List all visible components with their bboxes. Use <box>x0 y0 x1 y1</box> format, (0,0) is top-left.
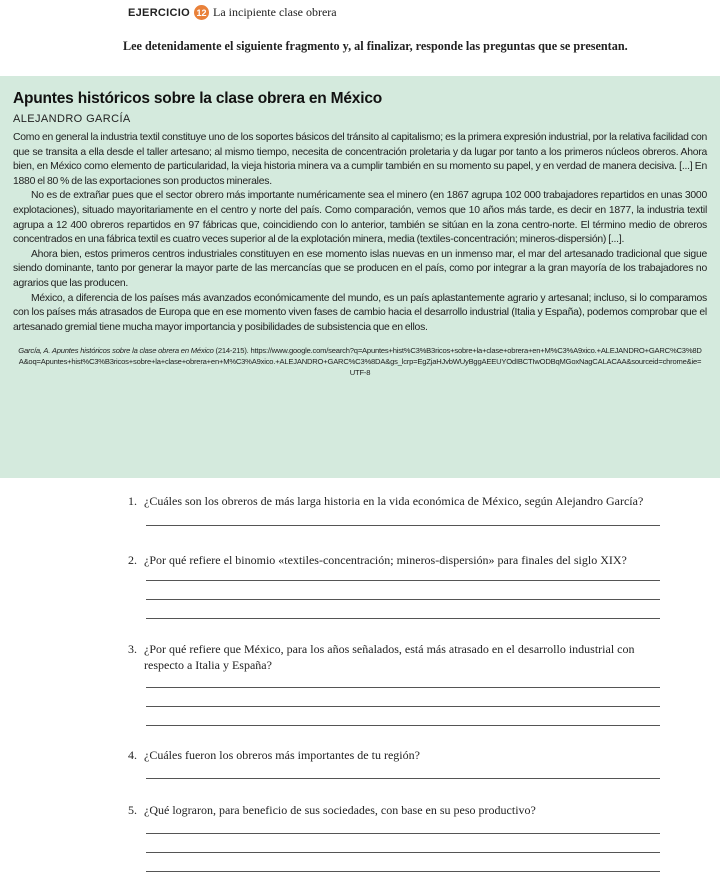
question-number: 4. <box>128 748 144 764</box>
answer-line[interactable] <box>146 580 660 581</box>
answer-line[interactable] <box>146 687 660 688</box>
question-text: ¿Por qué refiere el binomio «textiles-concentración; mineros-dispersión» para finales del siglo XIX? <box>144 553 627 569</box>
answer-line[interactable] <box>146 852 660 853</box>
reading-paragraph: Como en general la industria textil constituye uno de los soportes básicos del tránsito al capitalismo; es la primera expresión industrial, por la relativa facilidad con que se transita a ella desde el taller artesano; al mismo tiempo, necesita de concentración proletaria y da lugar por tanto a los primeros núcleos obreros. Ahora bien, en México como elemento de particularidad, la vieja historia minera va a cumplir también en su momento su papel, y en verdad de manera decisiva. [...] En 1880 el 80 % de las exportaciones son productos minerales. <box>13 131 707 189</box>
question-item <box>128 803 660 872</box>
question-text: ¿Qué lograron, para beneficio de sus sociedades, con base en su peso productivo? <box>144 803 536 819</box>
reading-paragraph: México, a diferencia de los países más avanzados económicamente del mundo, es un país aplastantemente agrario y artesanal; incluso, si lo comparamos con los países más atrasados de Europa que en ese momento viven fases de cambio hacia el desarrollo industrial (Italia y España), podemos comprobar que el artesanado gremial tiene mucha mayor importancia y posibilidades de subsistencia que en ellos. <box>13 292 707 336</box>
questions-list <box>128 494 660 872</box>
reading-author: ALEJANDRO GARCÍA <box>13 113 707 125</box>
question-item <box>128 748 660 779</box>
question-number: 3. <box>128 642 144 673</box>
reading-paragraph: No es de extrañar pues que el sector obrero más importante numéricamente sea el minero (en 1867 agrupa 102 000 trabajadores repartidos en unas 3000 explotaciones), situado mayoritariamente en el centro y norte del país. Como comparación, vemos que 10 años más tarde, es decir en 1877, la industria textil agrupa a 12 400 obreros repartidos en 97 fábricas que, coincidiendo con lo anterior, también se sitúan en la zona centro-norte. El término medio de obreros concentrados en una fábrica textil es cuatro veces superior al de la explotación minera, media (textiles-concentración; mineros-dispersión) [...]. <box>13 189 707 247</box>
instruction-text: Lee detenidamente el siguiente fragmento y, al finalizar, responde las preguntas que se presentan. <box>123 39 703 54</box>
exercise-title: La incipiente clase obrera <box>213 5 337 20</box>
question-number: 1. <box>128 494 144 510</box>
answer-line[interactable] <box>146 725 660 726</box>
reading-paragraph: Ahora bien, estos primeros centros industriales constituyen en ese momento islas nuevas en un inmenso mar, el mar del artesanado tradicional que sigue siendo dominante, tanto por generar la mayor parte de las mercancías que se producen en el país, como por integrar a la gran mayoría de los trabajadores no agrarios que las producen. <box>13 248 707 292</box>
citation-source: García, A. Apuntes históricos sobre la clase obrera en México <box>18 346 213 355</box>
reading-title: Apuntes históricos sobre la clase obrera en México <box>13 90 707 108</box>
exercise-number-badge: 12 <box>194 5 209 20</box>
exercise-header <box>128 5 337 20</box>
question-number: 2. <box>128 553 144 569</box>
question-item <box>128 553 660 620</box>
citation-url: (214-215). https://www.google.com/search?q=Apuntes+hist%C3%B3ricos+sobre+la+clase+obrera+en+M%C3%A9xico.+ALEJANDRO+GARC%C3%8DA&oq=Apuntes+hist%C3%B3ricos+sobre+la+clase+obrera+en+M%C3%A9xico.+ALEJANDRO+GARC%C3%8DA&gs_lcrp=EgZjaHJvbWUyBggAEEUYOdIBCTIwODBqMGoxNagCALACAA&sourceid=chrome&ie=UTF-8 <box>19 346 702 377</box>
question-text: ¿Por qué refiere que México, para los años señalados, está más atrasado en el desarrollo industrial con respecto a Italia y España? <box>144 642 660 673</box>
question-number: 5. <box>128 803 144 819</box>
question-text: ¿Cuáles son los obreros de más larga historia en la vida económica de México, según Alejandro García? <box>144 494 643 510</box>
reading-panel <box>0 76 720 478</box>
reading-citation <box>17 345 703 378</box>
answer-line[interactable] <box>146 599 660 600</box>
exercise-label: EJERCICIO <box>128 7 190 19</box>
answer-line[interactable] <box>146 706 660 707</box>
question-item <box>128 642 660 726</box>
question-item <box>128 494 660 526</box>
answer-line[interactable] <box>146 778 660 779</box>
answer-line[interactable] <box>146 618 660 619</box>
answer-line[interactable] <box>146 525 660 526</box>
question-text: ¿Cuáles fueron los obreros más importantes de tu región? <box>144 748 420 764</box>
